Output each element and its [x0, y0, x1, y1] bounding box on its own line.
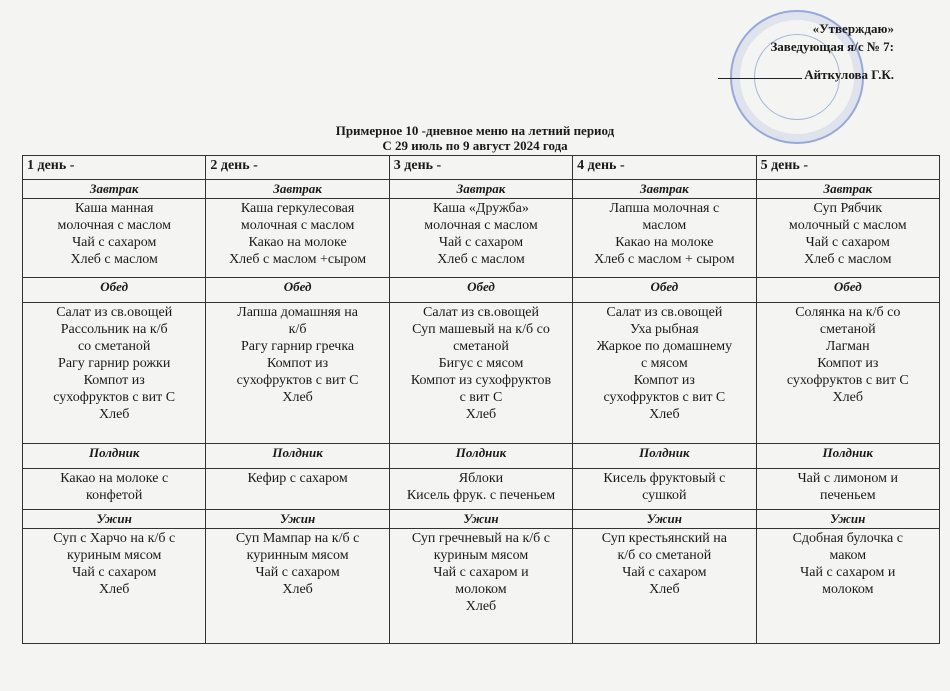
snack-cell: Кисель фруктовый с сушкой — [573, 469, 756, 510]
meal-header-row-breakfast — [23, 180, 940, 199]
meal-label-snack: Полдник — [23, 444, 206, 469]
day-header-row — [23, 156, 940, 180]
meal-label-dinner: Ужин — [206, 510, 389, 529]
meal-label-breakfast: Завтрак — [206, 180, 389, 199]
meal-label-breakfast: Завтрак — [756, 180, 939, 199]
meal-label-snack: Полдник — [206, 444, 389, 469]
meal-header-row-lunch — [23, 278, 940, 303]
meal-label-dinner: Ужин — [573, 510, 756, 529]
day-header: 3 день - — [389, 156, 572, 180]
snack-row — [23, 469, 940, 510]
meal-label-breakfast: Завтрак — [573, 180, 756, 199]
snack-cell: Кефир с сахаром — [206, 469, 389, 510]
lunch-cell: Салат из св.овощей Рассольник на к/б со сметаной Рагу гарнир рожки Компот из сухофруктов с вит С Хлеб — [23, 303, 206, 444]
lunch-cell: Салат из св.овощей Суп машевый на к/б со сметаной Бигус с мясом Компот из сухофруктов с вит С Хлеб — [389, 303, 572, 444]
menu-table — [22, 155, 940, 644]
menu-title: Примерное 10 -дневное меню на летний период — [335, 123, 615, 138]
dinner-row — [23, 529, 940, 644]
dinner-cell: Суп с Харчо на к/б с куриным мясом Чай с сахаром Хлеб — [23, 529, 206, 644]
snack-cell: Яблоки Кисель фрук. с печеньем — [389, 469, 572, 510]
lunch-cell: Солянка на к/б со сметаной Лагман Компот из сухофруктов с вит С Хлеб — [756, 303, 939, 444]
meal-header-row-snack — [23, 444, 940, 469]
day-header: 5 день - — [756, 156, 939, 180]
meal-label-snack: Полдник — [573, 444, 756, 469]
approval-line-1: «Утверждаю» — [812, 21, 894, 36]
approval-block — [718, 20, 894, 84]
meal-label-lunch: Обед — [206, 278, 389, 303]
breakfast-row — [23, 199, 940, 278]
menu-date-range: С 29 июль по 9 август 2024 года — [382, 138, 568, 153]
approval-line-3: Айткулова Г.К. — [804, 67, 894, 82]
meal-label-breakfast: Завтрак — [389, 180, 572, 199]
day-header: 4 день - — [573, 156, 756, 180]
meal-label-dinner: Ужин — [23, 510, 206, 529]
meal-label-dinner: Ужин — [756, 510, 939, 529]
breakfast-cell: Каша «Дружба» молочная с маслом Чай с сахаром Хлеб с маслом — [389, 199, 572, 278]
lunch-cell: Салат из св.овощей Уха рыбная Жаркое по домашнему с мясом Компот из сухофруктов с вит С Хлеб — [573, 303, 756, 444]
meal-label-breakfast: Завтрак — [23, 180, 206, 199]
lunch-row — [23, 303, 940, 444]
approval-signature — [718, 66, 894, 84]
breakfast-cell: Каша манная молочная с маслом Чай с сахаром Хлеб с маслом — [23, 199, 206, 278]
breakfast-cell: Лапша молочная с маслом Какао на молоке Хлеб с маслом + сыром — [573, 199, 756, 278]
meal-label-lunch: Обед — [573, 278, 756, 303]
breakfast-cell: Суп Рябчик молочный с маслом Чай с сахаром Хлеб с маслом — [756, 199, 939, 278]
meal-label-lunch: Обед — [756, 278, 939, 303]
dinner-cell: Суп Мампар на к/б с куринным мясом Чай с сахаром Хлеб — [206, 529, 389, 644]
lunch-cell: Лапша домашняя на к/б Рагу гарнир гречка Компот из сухофруктов с вит С Хлеб — [206, 303, 389, 444]
meal-label-lunch: Обед — [389, 278, 572, 303]
dinner-cell: Сдобная булочка с маком Чай с сахаром и молоком — [756, 529, 939, 644]
approval-line-2: Заведующая я/с № 7: — [770, 39, 894, 54]
day-header: 1 день - — [23, 156, 206, 180]
snack-cell: Какао на молоке с конфетой — [23, 469, 206, 510]
meal-label-snack: Полдник — [389, 444, 572, 469]
signature-line — [718, 78, 802, 79]
dinner-cell: Суп крестьянский на к/б со сметаной Чай с сахаром Хлеб — [573, 529, 756, 644]
breakfast-cell: Каша геркулесовая молочная с маслом Какао на молоке Хлеб с маслом +сыром — [206, 199, 389, 278]
meal-label-dinner: Ужин — [389, 510, 572, 529]
meal-label-lunch: Обед — [23, 278, 206, 303]
dinner-cell: Суп гречневый на к/б с куриным мясом Чай с сахаром и молоком Хлеб — [389, 529, 572, 644]
meal-header-row-dinner — [23, 510, 940, 529]
snack-cell: Чай с лимоном и печеньем — [756, 469, 939, 510]
day-header: 2 день - — [206, 156, 389, 180]
meal-label-snack: Полдник — [756, 444, 939, 469]
